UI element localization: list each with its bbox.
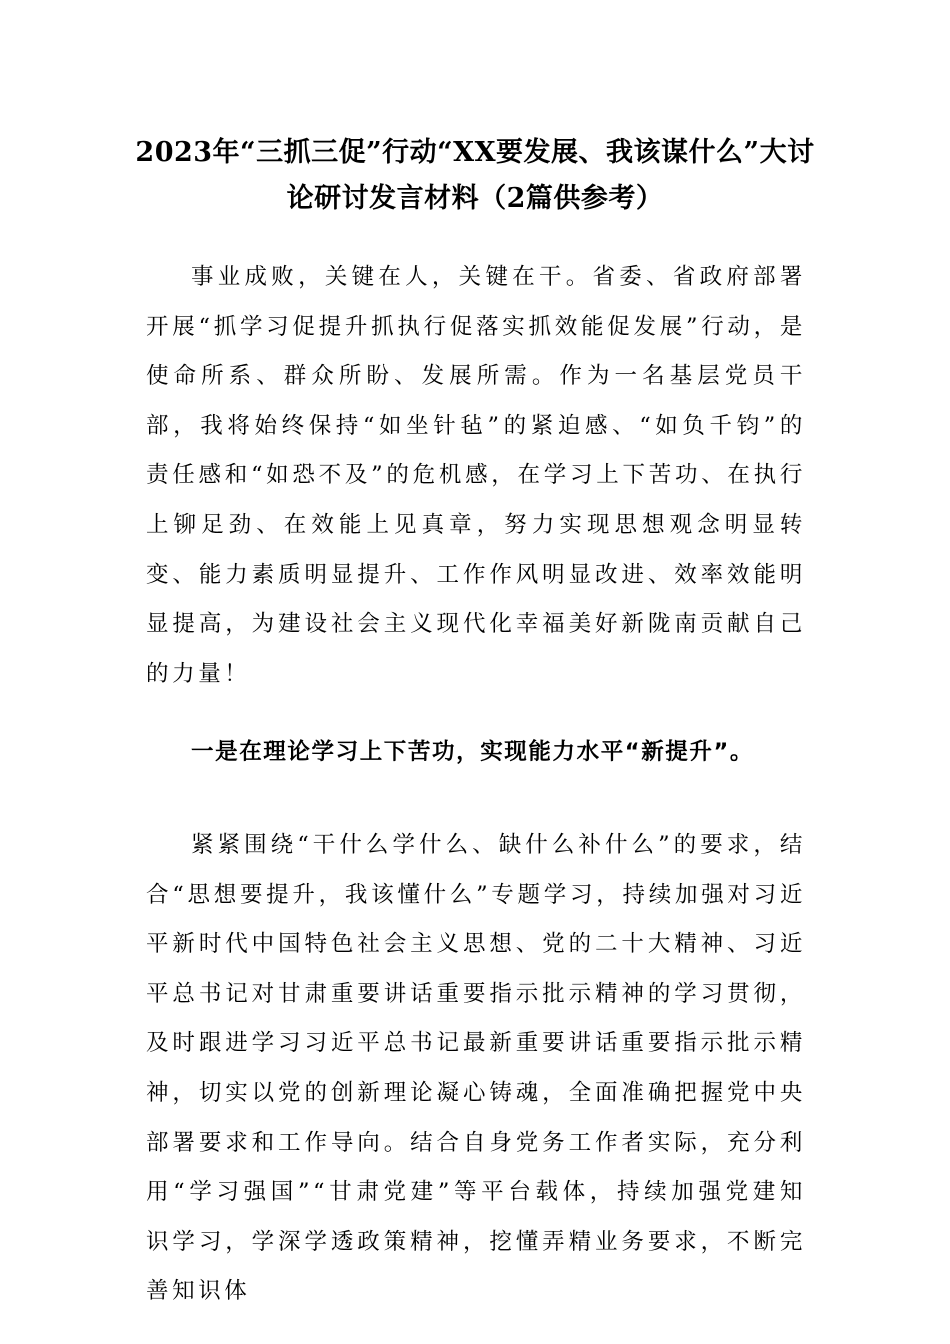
document-title: 2023年“三抓三促”行动“XX要发展、我该谋什么”大讨论研讨发言材料（2篇供参考）	[135, 137, 815, 214]
section-heading: 一是在理论学习上下苦功，实现能力水平“新提升”。	[191, 739, 754, 765]
section-paragraph: 紧紧围绕“干什么学什么、缺什么补什么”的要求，结合“思想要提升，我该懂什么”专题学习，持续加强对习近平新时代中国特色社会主义思想、党的二十大精神、习近平总书记对甘肃重要讲话重要指示批示精神的学习贯彻，及时跟进学习习近平总书记最新重要讲话重要指示批示精神，切实以党的创新理论凝心铸魂，全面准确把握党中央部署要求和工作导向。结合自身党务工作者实际，充分利用“学习强国”“甘肃党建”等平台载体，持续加强党建知识学习，学深学透政策精神，挖懂弄精业务要求，不断完善知识体	[146, 832, 806, 1305]
intro-paragraph: 事业成败，关键在人，关键在干。省委、省政府部署开展“抓学习促提升抓执行促落实抓效能促发展”行动，是使命所系、群众所盼、发展所需。作为一名基层党员干部，我将始终保持“如坐针毡”的紧迫感、“如负千钧”的责任感和“如恐不及”的危机感，在学习上下苦功、在执行上铆足劲、在效能上见真章，努力实现思想观念明显转变、能力素质明显提升、工作作风明显改进、效率效能明显提高，为建设社会主义现代化幸福美好新陇南贡献自己的力量！	[146, 264, 806, 687]
